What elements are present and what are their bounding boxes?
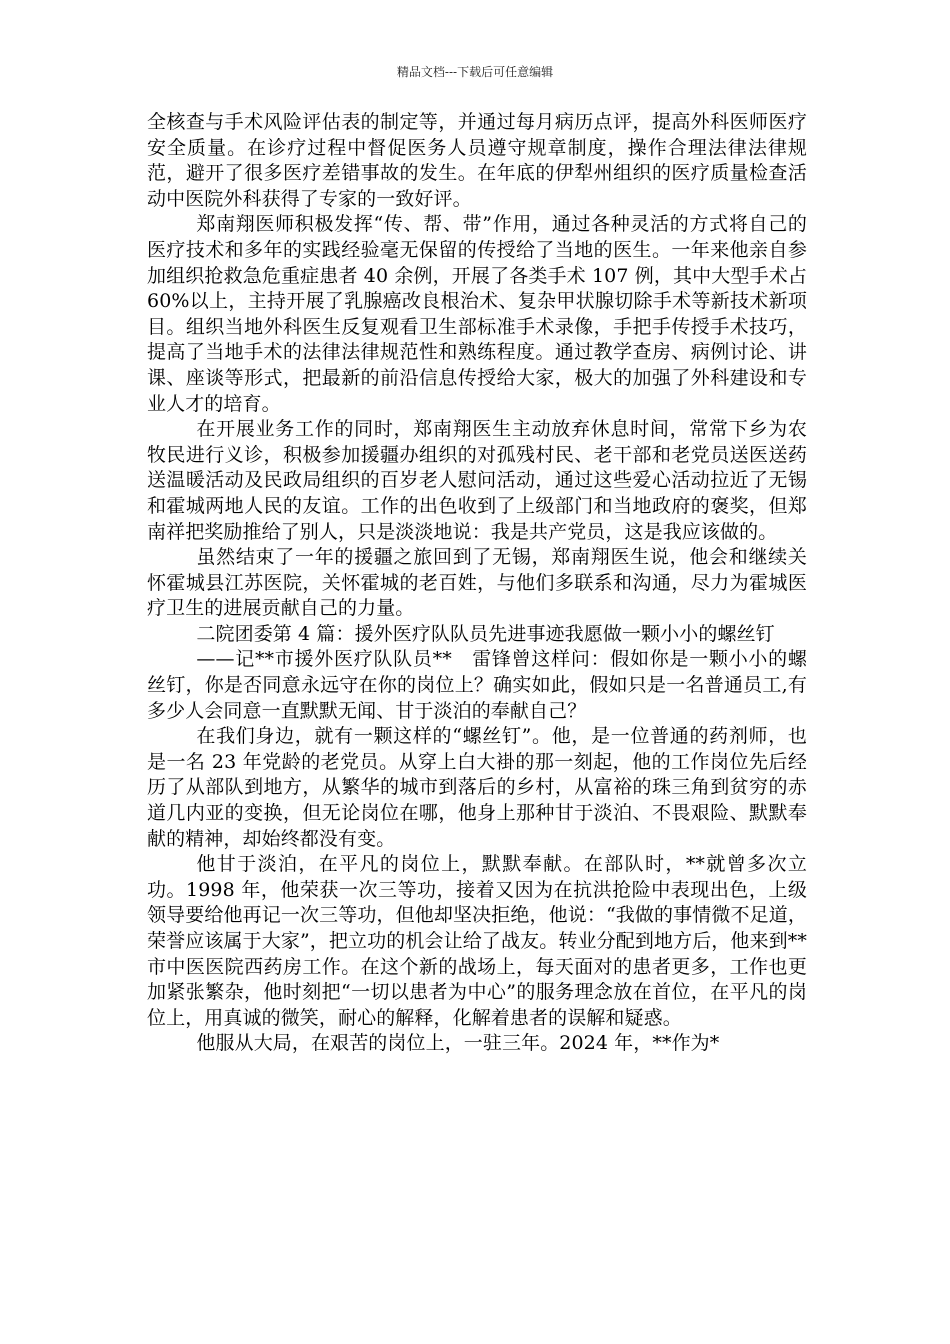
paragraph: 他服从大局，在艰苦的岗位上，一驻三年。2024 年，**作为* bbox=[196, 1032, 720, 1055]
paragraph: 在开展业务工作的同时，郑南翔医生主动放弃休息时间，常常下乡为农牧民进行义诊，积极参加援疆办组织的对孤残村民、老干部和老党员送医送药送温暖活动及民政局组织的百岁老人慰问活动，通过这些爱心活动拉近了无锡和霍城两地人民的友谊。工作的出色收到了上级部门和当地政府的褒奖，但郑南祥把奖励推给了别人，只是淡淡地说：我是共产党员，这是我应该做的。 bbox=[147, 418, 807, 543]
paragraph: 在我们身边，就有一颗这样的“螺丝钉”。他，是一位普通的药剂师，也是一名 23 年党龄的老党员。从穿上白大褂的那一刻起，他的工作岗位先后经历了从部队到地方，从繁华的城市到落后的乡村，从富裕的珠三角到贫穷的赤道几内亚的变换，但无论岗位在哪，他身上那种甘于淡泊、不畏艰险、默默奉献的精神，却始终都没有变。 bbox=[147, 725, 807, 850]
paragraph: 虽然结束了一年的援疆之旅回到了无锡，郑南翔医生说，他会和继续关怀霍城县江苏医院，关怀霍城的老百姓，与他们多联系和沟通，尽力为霍城医疗卫生的进展贡献自己的力量。 bbox=[147, 546, 807, 620]
paragraph: 他甘于淡泊，在平凡的岗位上，默默奉献。在部队时，**就曾多次立功。1998 年，他荣获一次三等功，接着又因为在抗洪抢险中表现出色，上级领导要给他再记一次三等功，但他却坚决拒绝，他说：“我做的事情微不足道，荣誉应该属于大家”，把立功的机会让给了战友。转业分配到地方后，他来到**市中医医院西药房工作。在这个新的战场上，每天面对的患者更多，工作也更加紧张繁杂，他时刻把“一切以患者为中心”的服务理念放在首位，在平凡的岗位上，用真诚的微笑，耐心的解释，化解着患者的误解和疑惑。 bbox=[147, 853, 807, 1029]
section-heading: 二院团委第 4 篇：援外医疗队队员先进事迹我愿做一颗小小的螺丝钉 bbox=[196, 622, 775, 645]
paragraph: 郑南翔医师积极发挥“传、帮、带”作用，通过各种灵活的方式将自己的医疗技术和多年的实践经验毫无保留的传授给了当地的医生。一年来他亲自参加组织抢救急危重症患者 40 余例，开展了各类手术 107 例，其中大型手术占 60%以上，主持开展了乳腺癌改良根治术、复杂甲状腺切除手术等新技术新项目。组织当地外科医生反复观看卫生部标准手术录像，手把手传授手术技巧，提高了当地手术的法律法律规范性和熟练程度。通过教学查房、病例讨论、讲课、座谈等形式，把最新的前沿信息传授给大家，极大的加强了外科建设和专业人才的培育。 bbox=[147, 213, 807, 415]
paragraph: 全核查与手术风险评估表的制定等，并通过每月病历点评，提高外科医师医疗安全质量。在诊疗过程中督促医务人员遵守规章制度，操作合理法律法律规范，避开了很多医疗差错事故的发生。在年底的伊犁州组织的医疗质量检查活动中医院外科获得了专家的一致好评。 bbox=[147, 111, 807, 210]
page-header: 精品文档---下载后可任意编辑 bbox=[396, 65, 554, 79]
paragraph: ——记**市援外医疗队队员** 雷锋曾这样问：假如你是一颗小小的螺丝钉，你是否同意永远守在你的岗位上？确实如此，假如只是一名普通员工,有多少人会同意一直默默无闻、甘于淡泊的奉献自己？ bbox=[147, 648, 807, 722]
document-body bbox=[147, 110, 807, 1057]
